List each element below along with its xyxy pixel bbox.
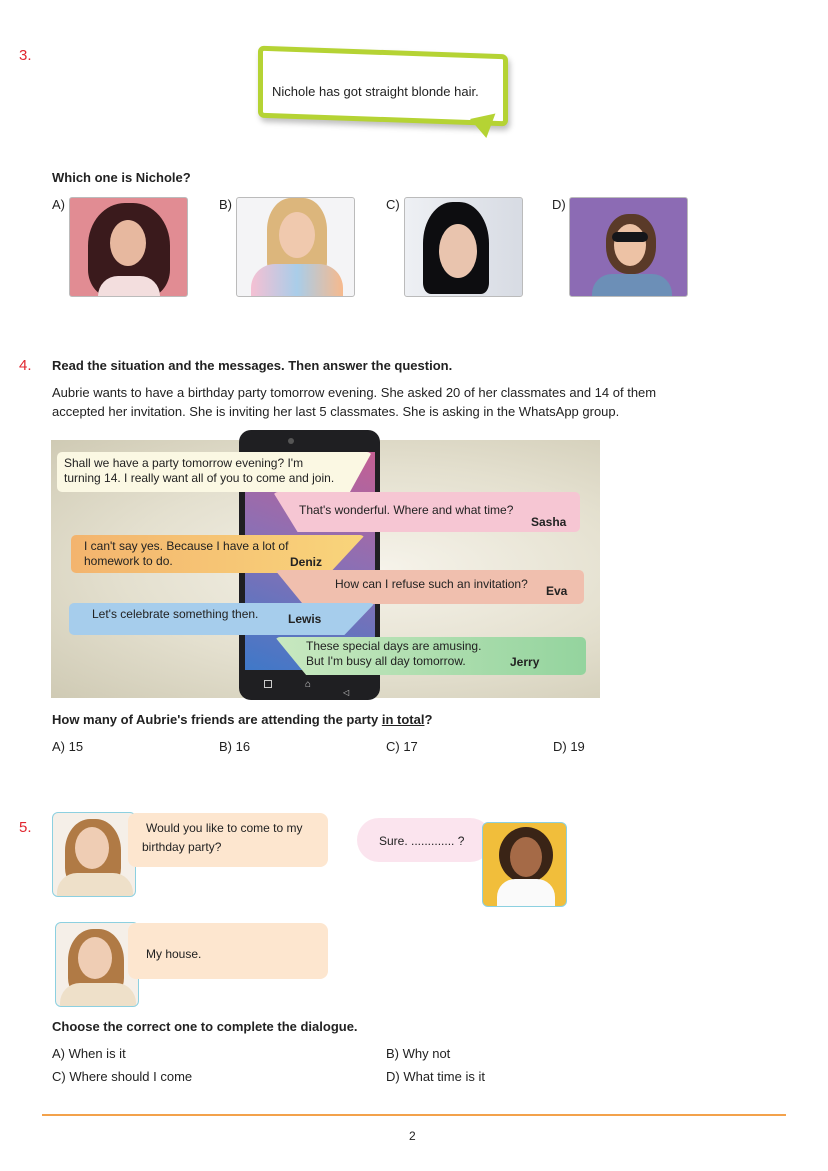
option-a[interactable]: A) 15 <box>52 739 84 754</box>
question-number-3: 3. <box>19 47 32 64</box>
question-number-4: 4. <box>19 357 32 374</box>
face <box>75 827 109 869</box>
sender-lewis: Lewis <box>288 612 322 626</box>
prompt-underlined: in total <box>381 712 425 727</box>
question-4-prompt <box>52 712 432 727</box>
shirt <box>497 879 555 907</box>
sender-jerry: Jerry <box>510 655 540 669</box>
message-line: homework to do. <box>84 554 173 568</box>
girl-1-portrait-reply <box>55 922 139 1007</box>
sunglasses-icon <box>612 232 648 242</box>
message-line: These special days are amusing. <box>306 639 482 653</box>
shirt <box>98 276 160 297</box>
page-number: 2 <box>409 1129 416 1143</box>
question-4-instruction: Read the situation and the messages. Then answer the question. <box>52 358 453 373</box>
face <box>439 224 477 278</box>
option-b[interactable]: B) Why not <box>386 1046 451 1061</box>
face <box>110 220 146 266</box>
option-c-photo[interactable] <box>404 197 523 297</box>
face <box>78 937 112 979</box>
option-b-photo[interactable] <box>236 197 355 297</box>
option-b[interactable]: B) 16 <box>219 739 251 754</box>
shirt <box>60 983 136 1007</box>
question-3-prompt: Which one is Nichole? <box>52 170 191 185</box>
face <box>510 837 542 877</box>
dialogue-line-3: My house. <box>146 947 202 961</box>
option-b-label[interactable]: B) <box>219 197 232 212</box>
message-line: Shall we have a party tomorrow evening? I'm <box>64 456 304 470</box>
dialogue-line-2: Sure. ............. ? <box>379 834 465 848</box>
message-eva-text: How can I refuse such an invitation? <box>335 577 528 591</box>
option-a-photo[interactable] <box>69 197 188 297</box>
message-aubrie-text <box>64 456 334 486</box>
dialogue-line-1b: birthday party? <box>142 840 222 854</box>
recent-apps-icon <box>264 680 272 688</box>
situation-line-1: Aubrie wants to have a birthday party tomorrow evening. She asked 20 of her classmates and 14 of them <box>52 385 657 400</box>
home-icon: ⌂ <box>305 679 312 690</box>
sender-sasha: Sasha <box>531 515 567 529</box>
option-c[interactable]: C) Where should I come <box>52 1069 193 1084</box>
girl-2-portrait <box>482 822 567 907</box>
prompt-suffix: ? <box>424 712 433 727</box>
prompt-text: How many of Aubrie's friends are attending the party <box>52 712 382 727</box>
girl-1-portrait <box>52 812 136 897</box>
question-5-prompt: Choose the correct one to complete the dialogue. <box>52 1019 358 1034</box>
situation-line-2: accepted her invitation. She is inviting her last 5 classmates. She is asking in the WhatsApp group. <box>52 404 620 419</box>
option-d[interactable]: D) What time is it <box>386 1069 485 1084</box>
face <box>279 212 315 258</box>
question-number-5: 5. <box>19 819 32 836</box>
message-jerry-text <box>306 639 481 669</box>
dialogue-line-1a: Would you like to come to my <box>146 821 303 835</box>
shirt <box>57 873 133 897</box>
option-c[interactable]: C) 17 <box>386 739 418 754</box>
option-d[interactable]: D) 19 <box>553 739 585 754</box>
message-deniz-text <box>84 539 288 569</box>
option-d-label[interactable]: D) <box>552 197 566 212</box>
option-d-photo[interactable] <box>569 197 688 297</box>
sweater <box>251 264 343 297</box>
option-a-label[interactable]: A) <box>52 197 65 212</box>
option-c-label[interactable]: C) <box>386 197 400 212</box>
denim-jacket <box>592 274 672 297</box>
footer-divider <box>42 1114 786 1116</box>
message-line: turning 14. I really want all of you to come and join. <box>64 471 335 485</box>
face <box>614 224 646 266</box>
message-line: I can't say yes. Because I have a lot of <box>84 539 289 553</box>
back-icon: ◁ <box>343 688 350 697</box>
message-sasha-text: That's wonderful. Where and what time? <box>299 503 514 517</box>
sender-eva: Eva <box>546 584 568 598</box>
speech-bubble-tail <box>470 114 500 141</box>
phone-camera-icon <box>288 438 294 444</box>
message-line: But I'm busy all day tomorrow. <box>306 654 466 668</box>
option-a[interactable]: A) When is it <box>52 1046 126 1061</box>
message-lewis-text: Let's celebrate something then. <box>92 607 259 621</box>
speech-bubble-text: Nichole has got straight blonde hair. <box>272 84 479 99</box>
sender-deniz: Deniz <box>290 555 323 569</box>
